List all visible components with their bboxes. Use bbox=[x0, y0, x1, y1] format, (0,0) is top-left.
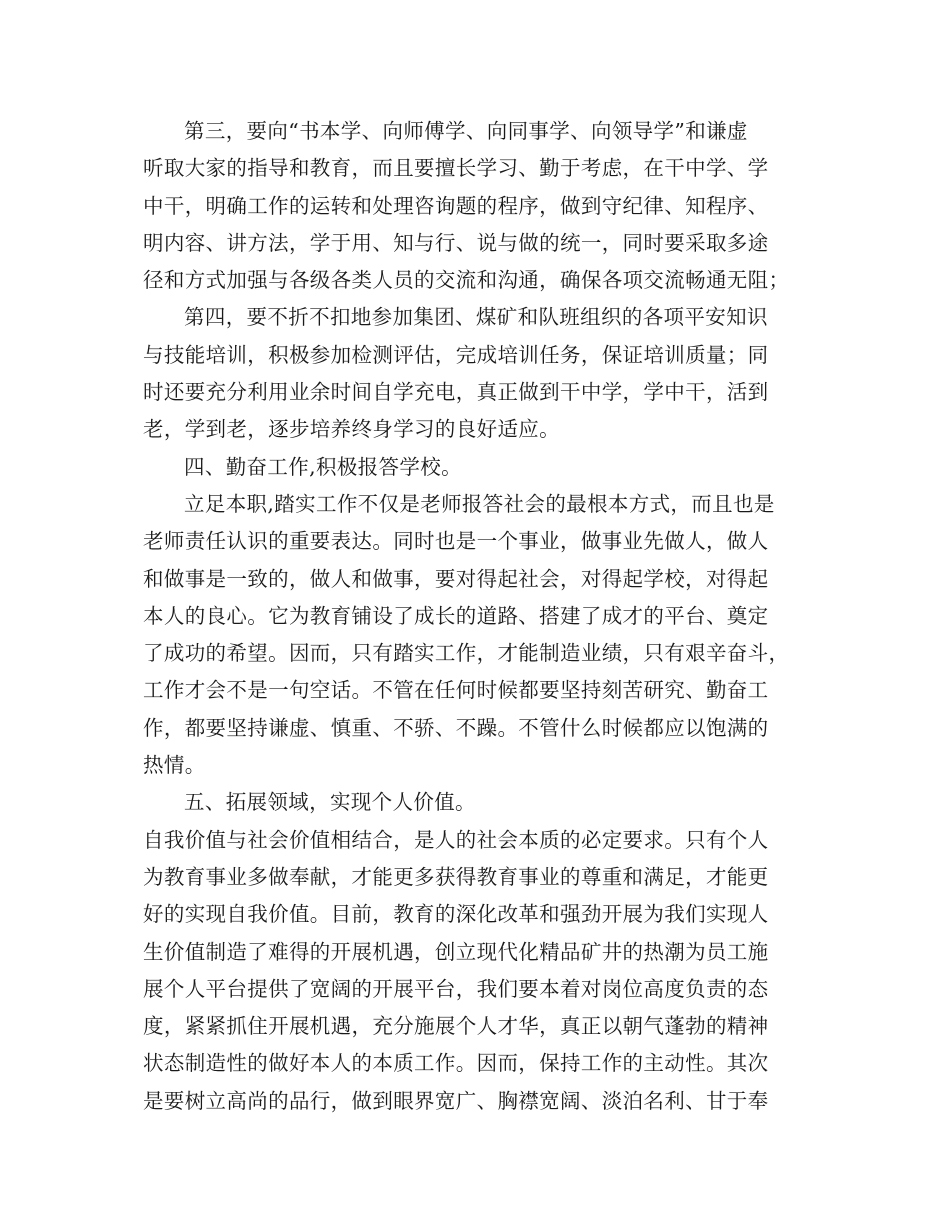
text-line: 中干，明确工作的运转和处理咨询题的程序，做到守纪律、知程序、 bbox=[143, 193, 769, 218]
section-heading-five bbox=[143, 784, 813, 821]
text-line: 与技能培训，积极参加检测评估，完成培训任务，保证培训质量；同 bbox=[143, 342, 769, 367]
text-line: 为教育事业多做奉献，才能更多获得教育事业的尊重和满足，才能更 bbox=[143, 864, 769, 889]
text-line: 听取大家的指导和教育，而且要擅长学习、勤于考虑，在干中学、学 bbox=[143, 156, 769, 181]
text-line: 度，紧紧抓住开展机遇，充分施展个人才华，真正以朝气蓬勃的精神 bbox=[143, 1014, 769, 1039]
text-line: 时还要充分利用业余时间自学充电，真正做到干中学，学中干，活到 bbox=[143, 380, 769, 405]
text-line: 老师责任认识的重要表达。同时也是一个事业，做事业先做人，做人 bbox=[143, 529, 769, 554]
document-body bbox=[143, 113, 813, 1120]
text-line: 径和方式加强与各级各类人员的交流和沟通，确保各项交流畅通无阻； bbox=[143, 268, 790, 293]
paragraph-diligent-work bbox=[143, 486, 813, 784]
text-line: 自我价值与社会价值相结合，是人的社会本质的必定要求。只有个人 bbox=[143, 827, 769, 852]
text-line: 工作才会不是一句空话。不管在任何时候都要坚持刻苦研究、勤奋工 bbox=[143, 678, 769, 703]
text-line: 第四，要不折不扣地参加集团、煤矿和队班组织的各项平安知识 bbox=[184, 305, 768, 330]
text-line: 热情。 bbox=[143, 753, 206, 778]
text-line: 好的实现自我价值。目前，教育的深化改革和强劲开展为我们实现人 bbox=[143, 902, 769, 927]
text-line: 作，都要坚持谦虚、慎重、不骄、不躁。不管什么时候都应以饱满的 bbox=[143, 715, 769, 740]
text-line: 是要树立高尚的品行，做到眼界宽广、胸襟宽阔、淡泊名利、甘于奉 bbox=[143, 1088, 769, 1113]
paragraph-personal-value bbox=[143, 822, 813, 1120]
text-line: 展个人平台提供了宽阔的开展平台，我们要本着对岗位高度负责的态 bbox=[143, 976, 769, 1001]
text-line: 明内容、讲方法，学于用、知与行、说与做的统一，同时要采取多途 bbox=[143, 230, 769, 255]
paragraph-fourth-point bbox=[143, 299, 813, 448]
text-line: 立足本职,踏实工作不仅是老师报答社会的最根本方式，而且也是 bbox=[184, 491, 775, 516]
heading-text: 四、勤奋工作,积极报答学校。 bbox=[184, 454, 462, 479]
section-heading-four bbox=[143, 449, 813, 486]
heading-text: 五、拓展领域，实现个人价值。 bbox=[184, 790, 476, 815]
text-line: 第三，要向“书本学、向师傅学、向同事学、向领导学”和谦虚 bbox=[184, 119, 748, 143]
text-line: 本人的良心。它为教育铺设了成长的道路、搭建了成才的平台、奠定 bbox=[143, 603, 769, 628]
paragraph-third-point bbox=[143, 113, 813, 299]
text-line: 生价值制造了难得的开展机遇，创立现代化精品矿井的热潮为员工施 bbox=[143, 939, 769, 964]
text-line: 状态制造性的做好本人的本质工作。因而，保持工作的主动性。其次 bbox=[143, 1051, 769, 1076]
text-line: 和做事是一致的，做人和做事，要对得起社会，对得起学校，对得起 bbox=[143, 566, 769, 591]
text-line: 老，学到老，逐步培养终身学习的良好适应。 bbox=[143, 417, 560, 442]
text-line: 了成功的希望。因而，只有踏实工作，才能制造业绩，只有艰辛奋斗， bbox=[143, 641, 790, 666]
